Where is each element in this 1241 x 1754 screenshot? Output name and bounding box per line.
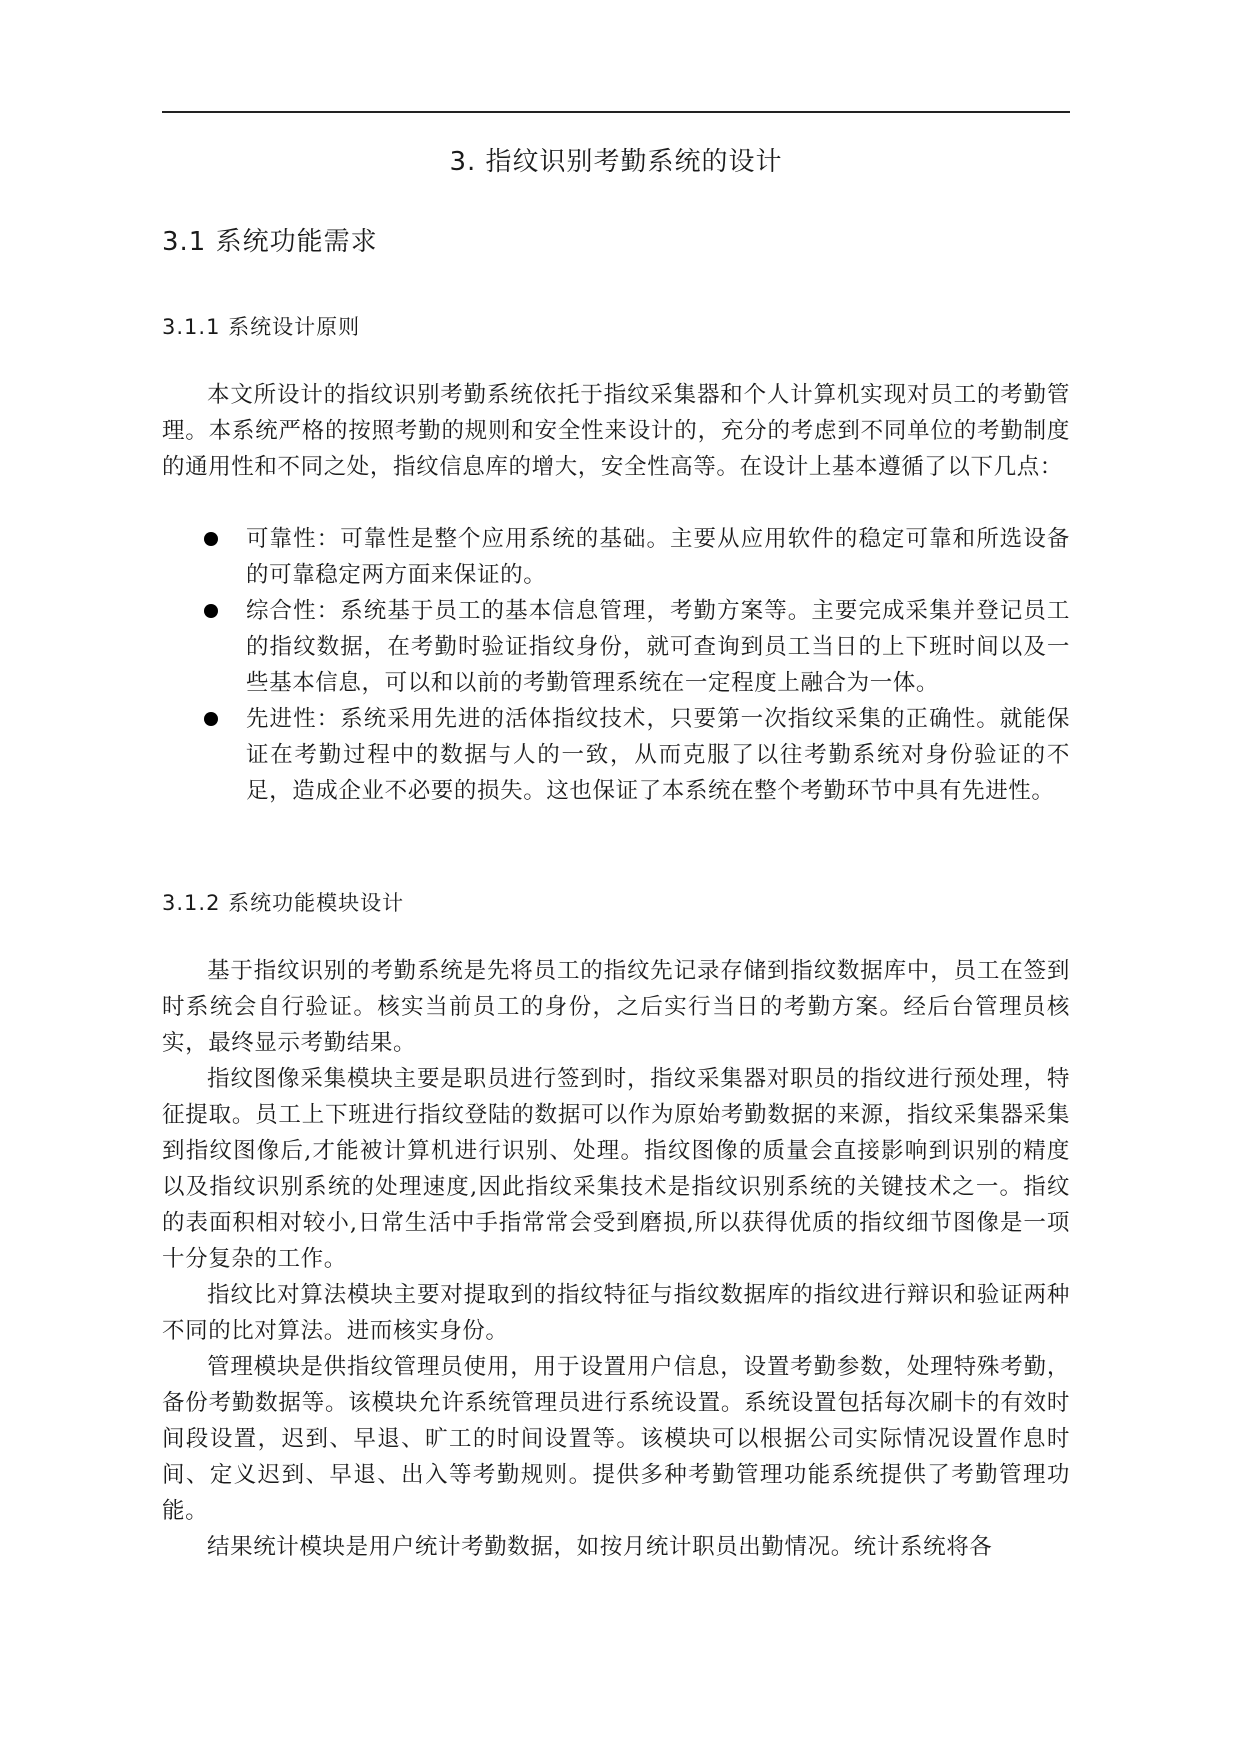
paragraph: 基于指纹识别的考勤系统是先将员工的指纹先记录存储到指纹数据库中，员工在签到时系统会自行验证。核实当前员工的身份，之后实行当日的考勤方案。经后台管理员核实，最终显示考勤结果。 bbox=[162, 958, 1070, 1056]
list-item bbox=[162, 701, 1070, 809]
paragraph: 指纹图像采集模块主要是职员进行签到时，指纹采集器对职员的指纹进行预处理，特征提取。员工上下班进行指纹登陆的数据可以作为原始考勤数据的来源，指纹采集器采集到指纹图像后,才能被计算机进行识别、处理。指纹图像的质量会直接影响到识别的精度以及指纹识别系统的处理速度,因此指纹采集技术是指纹识别系统的关键技术之一。指纹的表面积相对较小,日常生活中手指常常会受到磨损,所以获得优质的指纹细节图像是一项十分复杂的工作。 bbox=[162, 1066, 1070, 1272]
list-item bbox=[162, 521, 1070, 593]
intro-paragraph-block bbox=[162, 377, 1070, 485]
paragraph: 管理模块是供指纹管理员使用，用于设置用户信息，设置考勤参数，处理特殊考勤，备份考勤数据等。该模块允许系统管理员进行系统设置。系统设置包括每次刷卡的有效时间段设置，迟到、早退、旷工的时间设置等。该模块可以根据公司实际情况设置作息时间、定义迟到、早退、出入等考勤规则。提供多种考勤管理功能系统提供了考勤管理功能。 bbox=[162, 1354, 1070, 1524]
principles-list bbox=[162, 521, 1070, 809]
header-rule bbox=[162, 111, 1070, 113]
bullet-text: 可靠性：可靠性是整个应用系统的基础。主要从应用软件的稳定可靠和所选设备的可靠稳定两方面来保证的。 bbox=[246, 526, 1070, 588]
section-title: 3.1 系统功能需求 bbox=[162, 227, 378, 257]
subsection-title-3-1-1: 3.1.1 系统设计原则 bbox=[162, 315, 361, 339]
bullet-dot-icon bbox=[204, 712, 218, 726]
module-paragraphs-block bbox=[162, 953, 1070, 1565]
bullet-dot-icon bbox=[204, 604, 218, 618]
subsection-title-3-1-2: 3.1.2 系统功能模块设计 bbox=[162, 891, 405, 915]
paragraph: 结果统计模块是用户统计考勤数据，如按月统计职员出勤情况。统计系统将各 bbox=[207, 1534, 993, 1560]
intro-paragraph: 本文所设计的指纹识别考勤系统依托于指纹采集器和个人计算机实现对员工的考勤管理。本系统严格的按照考勤的规则和安全性来设计的，充分的考虑到不同单位的考勤制度的通用性和不同之处，指纹信息库的增大，安全性高等。在设计上基本遵循了以下几点： bbox=[162, 382, 1070, 480]
bullet-text: 综合性：系统基于员工的基本信息管理，考勤方案等。主要完成采集并登记员工的指纹数据，在考勤时验证指纹身份，就可查询到员工当日的上下班时间以及一些基本信息，可以和以前的考勤管理系统在一定程度上融合为一体。 bbox=[246, 598, 1070, 696]
paragraph: 指纹比对算法模块主要对提取到的指纹特征与指纹数据库的指纹进行辩识和验证两种不同的比对算法。进而核实身份。 bbox=[162, 1282, 1070, 1344]
bullet-dot-icon bbox=[204, 532, 218, 546]
bullet-text: 先进性：系统采用先进的活体指纹技术，只要第一次指纹采集的正确性。就能保证在考勤过程中的数据与人的一致，从而克服了以往考勤系统对身份验证的不足，造成企业不必要的损失。这也保证了本系统在整个考勤环节中具有先进性。 bbox=[246, 706, 1070, 804]
list-item bbox=[162, 593, 1070, 701]
chapter-title: 3. 指纹识别考勤系统的设计 bbox=[449, 147, 783, 177]
